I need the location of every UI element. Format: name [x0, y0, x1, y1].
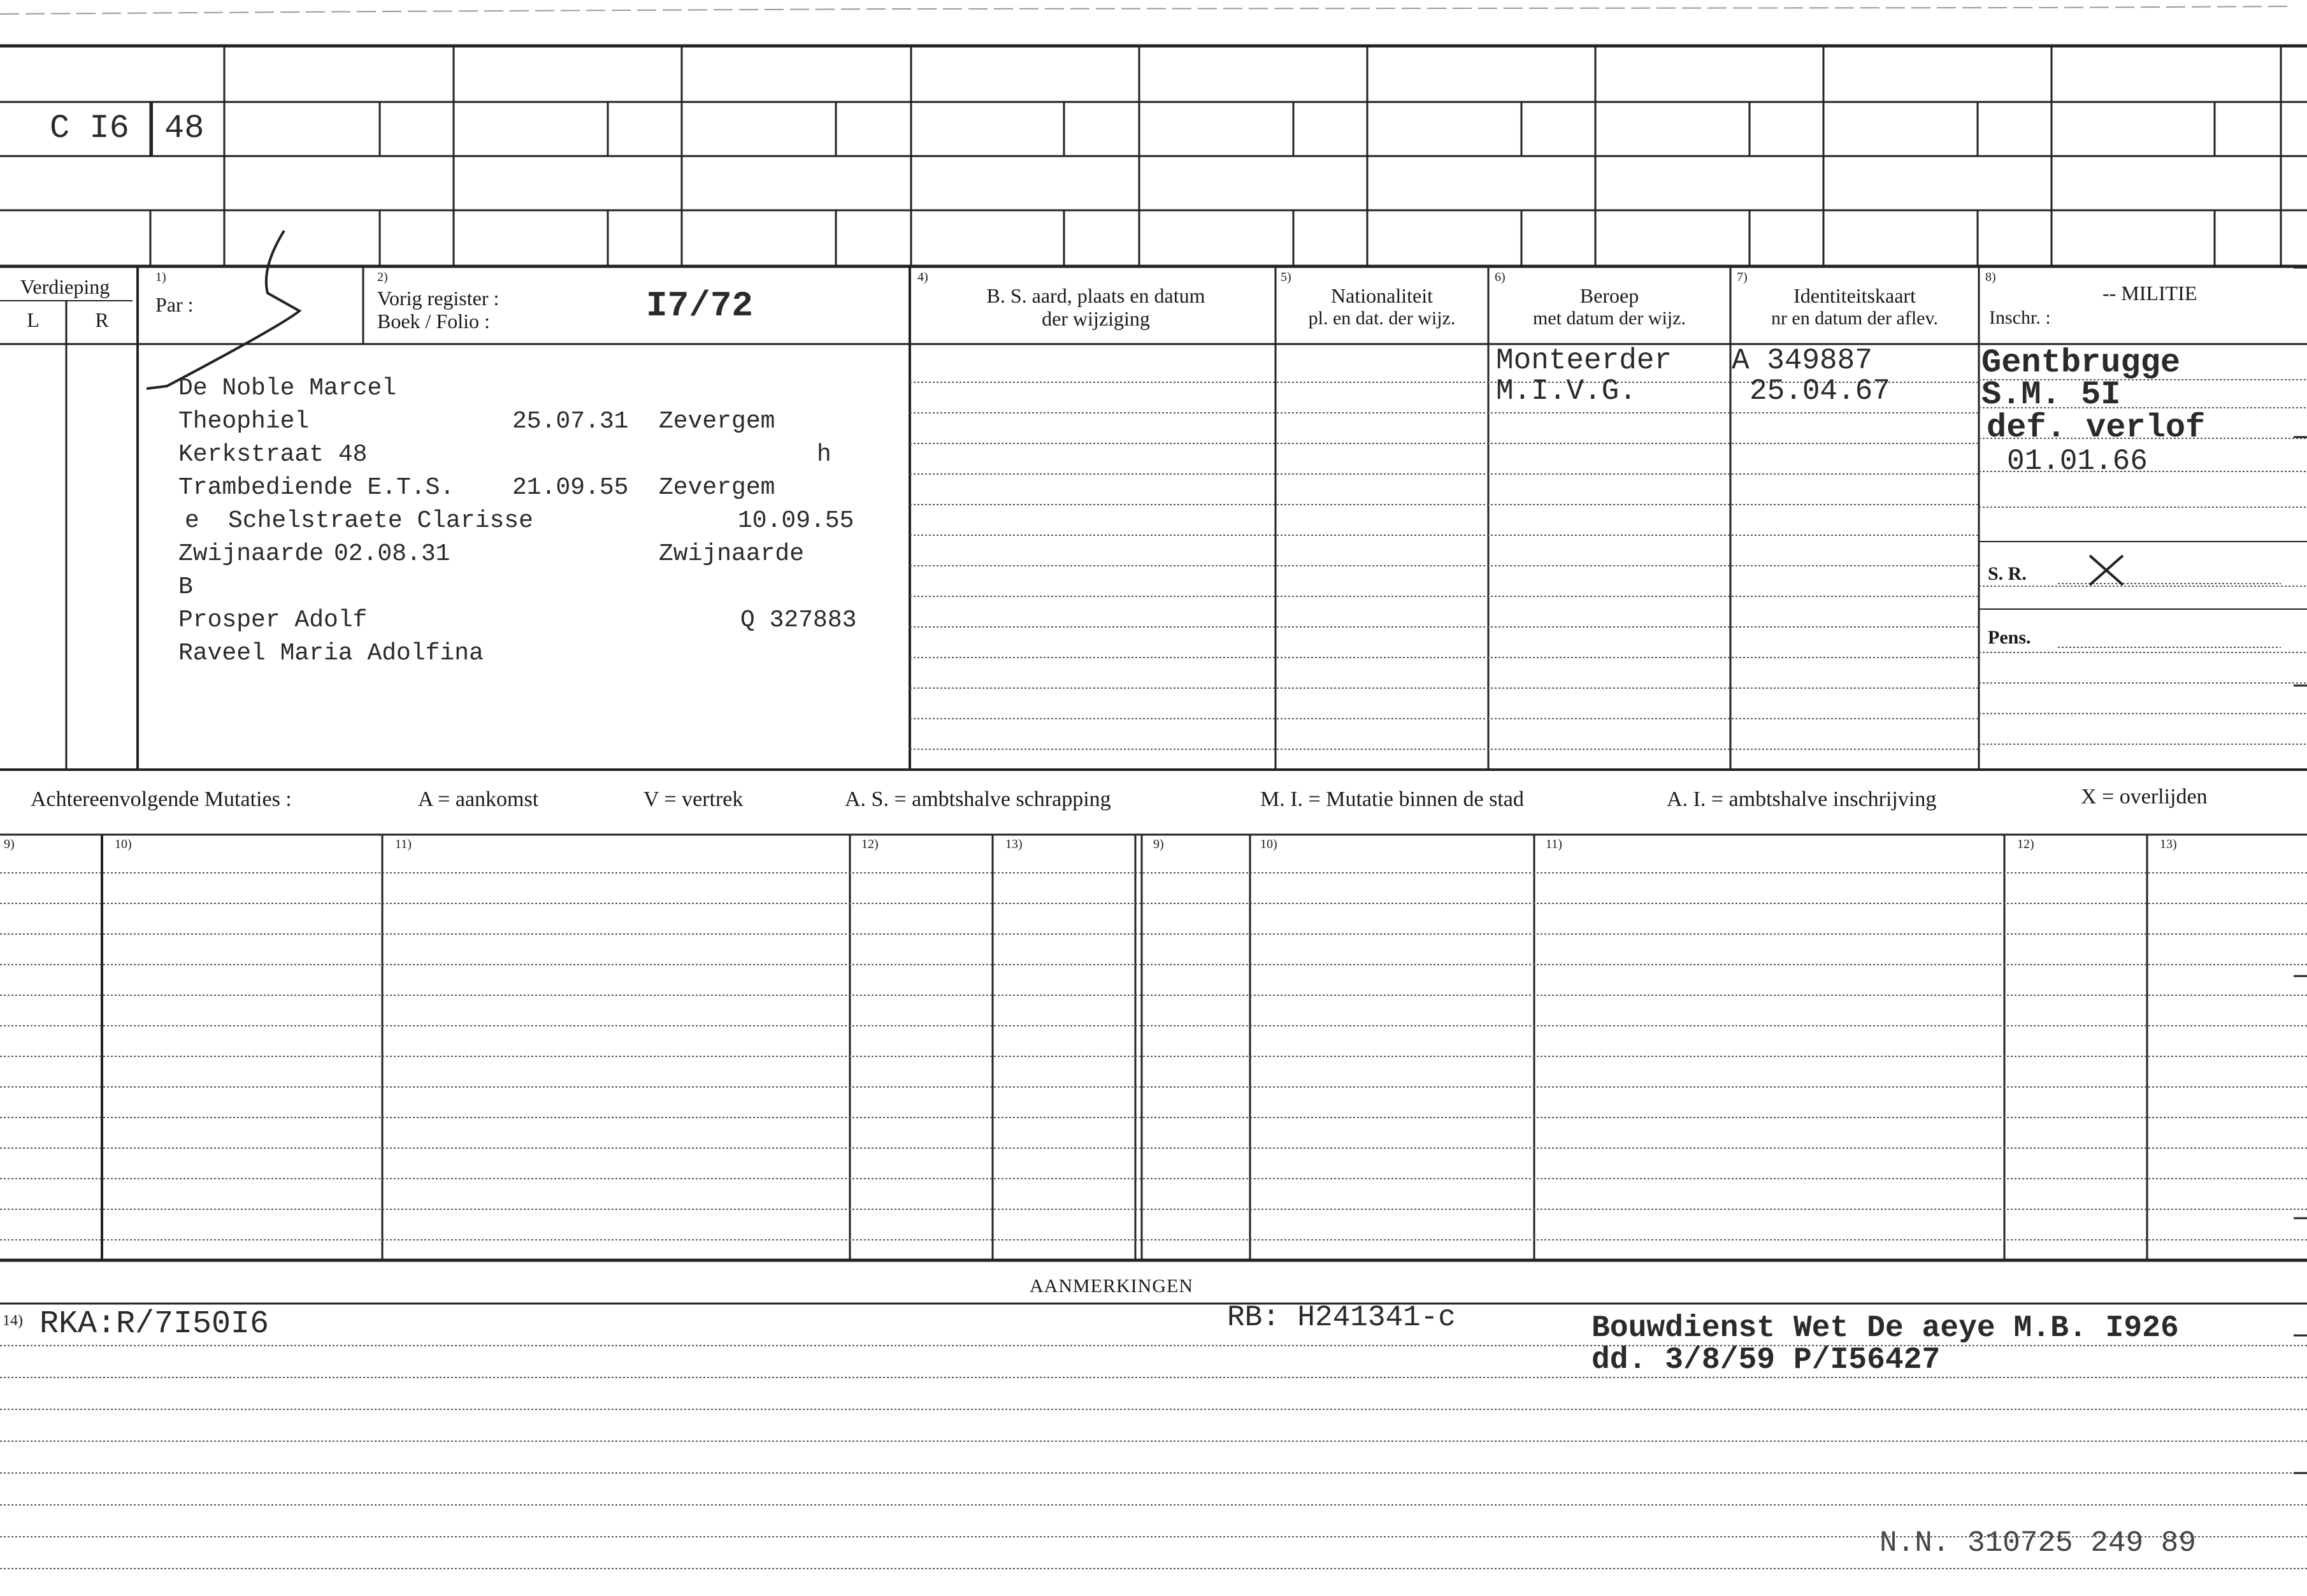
sr-cross [2090, 556, 2123, 585]
floor-right-label: R [95, 308, 109, 331]
spouse-birth-place-2: Zwijnaarde [659, 540, 805, 568]
remarks-rb: RB: H241341-c [1227, 1301, 1456, 1334]
person-job-place: Zevergem [659, 474, 775, 501]
mut-right-col9: 9) [1153, 837, 1164, 851]
mut-right-col10: 10) [1260, 837, 1277, 851]
previous-register-value: I7/72 [646, 285, 754, 326]
legend-item-departure: V = vertrek [643, 787, 744, 811]
col7-line1: Identiteitskaart [1793, 284, 1916, 307]
person-line-b: B [178, 573, 193, 601]
spouse-prefix: e [185, 507, 199, 535]
pens-label: Pens. [1988, 627, 2031, 648]
col1-number: 1) [155, 270, 166, 284]
spouse-birth-date: 02.08.31 [334, 540, 450, 568]
col7-line2: nr en datum der aflev. [1771, 308, 1939, 329]
militia-title: -- MILITIE [2102, 282, 2197, 305]
col5-line2: pl. en dat. der wijz. [1308, 308, 1456, 329]
remarks-bouwdienst-date: dd. 3/8/59 P/I56427 [1592, 1343, 1941, 1377]
person-address: Kerkstraat 48 [178, 441, 368, 468]
person-address-mark: h [817, 441, 831, 468]
col2-line1: Vorig register : [377, 287, 499, 310]
col6-line1: Beroep [1579, 284, 1639, 307]
sr-label: S. R. [1988, 563, 2027, 584]
floor-label: Verdieping [20, 275, 110, 298]
mut-left-col9: 9) [4, 837, 15, 851]
mut-left-col10: 10) [115, 837, 132, 851]
mut-right-col12: 12) [2017, 837, 2034, 851]
militia-place: Gentbrugge [1981, 344, 2181, 382]
remarks-title: AANMERKINGEN [1030, 1276, 1193, 1297]
col6-number: 6) [1495, 270, 1506, 284]
legend-item-registration: A. I. = ambtshalve inschrijving [1667, 787, 1937, 811]
mut-right-col13: 13) [2160, 837, 2177, 851]
col5-number: 5) [1281, 270, 1291, 284]
occupation-value: Monteerder [1496, 344, 1672, 377]
id-card-date: 25.04.67 [1750, 375, 1890, 408]
mut-left-col13: 13) [1005, 837, 1023, 851]
person-birth-date: 25.07.31 [512, 408, 629, 435]
col4-line1: B. S. aard, plaats en datum [986, 284, 1205, 307]
code-divider [150, 102, 153, 156]
remarks-bouwdienst: Bouwdienst Wet De aeye M.B. I926 [1592, 1311, 2179, 1346]
legend-title: Achtereenvolgende Mutaties : [31, 787, 292, 811]
card-code-right: 48 [164, 110, 205, 147]
mut-left-col12: 12) [861, 837, 879, 851]
legend-item-death: X = overlijden [2081, 785, 2208, 809]
legend-item-deletion: A. S. = ambtshalve schrapping [845, 787, 1111, 811]
remarks-number: 14) [3, 1312, 23, 1329]
militia-sm: S.M. 5I [1981, 376, 2121, 413]
legend-item-arrival: A = aankomst [418, 787, 539, 811]
spouse-name: Schelstraete Clarisse [228, 507, 533, 535]
col6-line2: met datum der wijz. [1533, 308, 1686, 329]
col4-line2: der wijziging [1042, 307, 1150, 330]
col5-line1: Nationaliteit [1331, 284, 1433, 307]
person-name: De Noble Marcel [178, 375, 397, 402]
col7-number: 7) [1737, 270, 1748, 284]
mut-left-col11: 11) [395, 837, 412, 851]
floor-left-label: L [27, 308, 40, 331]
col1-label: Par : [155, 293, 194, 316]
occupation-employer: M.I.V.G. [1496, 375, 1637, 408]
col2-line2: Boek / Folio : [377, 310, 490, 333]
father-name: Prosper Adolf [178, 607, 368, 634]
father-number: Q 327883 [740, 607, 857, 634]
person-job-date: 21.09.55 [512, 474, 629, 501]
person-birth-place: Zevergem [659, 408, 775, 435]
col2-number: 2) [377, 270, 388, 284]
mother-name: Raveel Maria Adolfina [178, 640, 484, 667]
mut-right-col11: 11) [1546, 837, 1562, 851]
id-card-number: A 349887 [1732, 344, 1872, 377]
person-job: Trambediende E.T.S. [178, 474, 455, 501]
spouse-birth-place: Zwijnaarde [178, 540, 324, 568]
militia-leave-date: 01.01.66 [2007, 445, 2148, 478]
marriage-date: 10.09.55 [738, 507, 854, 535]
national-number: N.N. 310725 249 89 [1879, 1527, 2196, 1560]
militia-leave: def. verlof [1987, 409, 2206, 447]
remarks-rka: RKA:R/7I50I6 [40, 1306, 270, 1342]
col8-number: 8) [1985, 270, 1996, 284]
col4-number: 4) [917, 270, 928, 284]
card-code-left: C I6 [50, 110, 129, 147]
militia-inschr-label: Inschr. : [1989, 307, 2051, 328]
legend-item-internal: M. I. = Mutatie binnen de stad [1260, 787, 1524, 811]
person-given-name: Theophiel [178, 408, 310, 435]
